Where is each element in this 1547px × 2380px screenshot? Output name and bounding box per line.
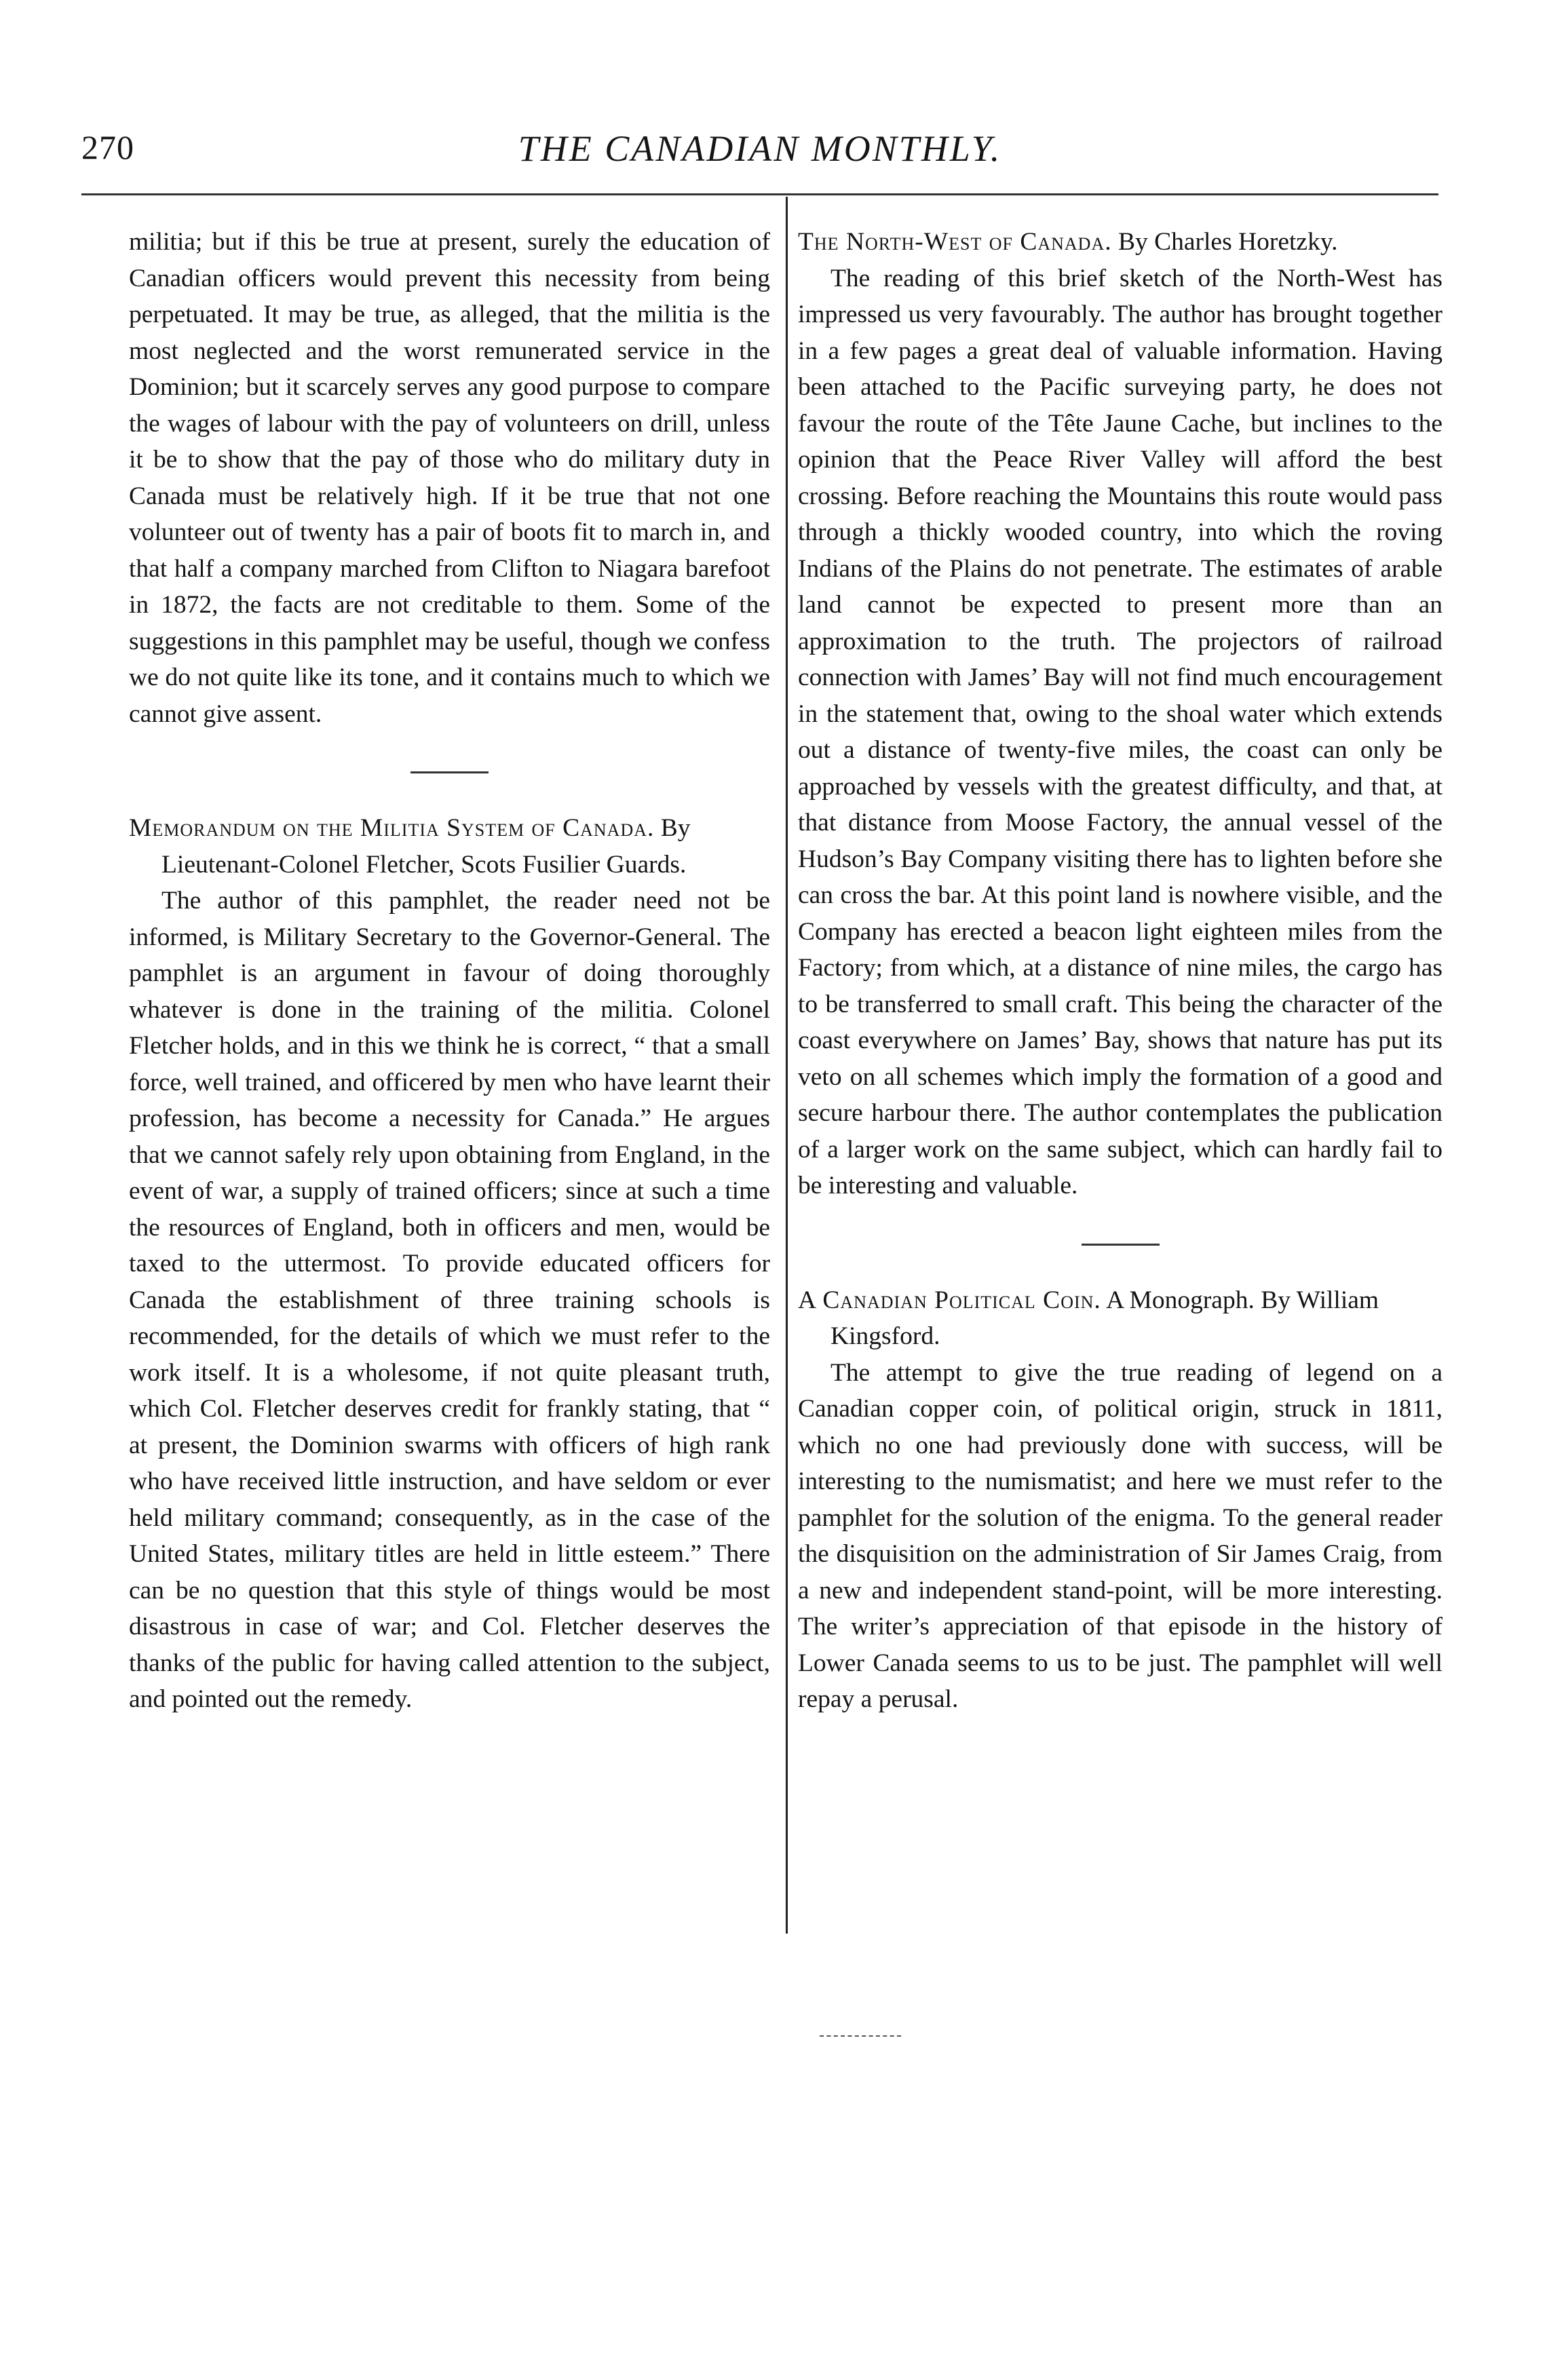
review-subtitle: A Monograph. [1106, 1286, 1255, 1314]
review-body-northwest: The reading of this brief sketch of the North-West has impressed us very favourably. The author has brought together in a few pages a great deal of valuable information. Having been attached to the Pacific surveying party, he does not favour the route of the Tête Jaune Cache, but inclines to the opinion that the Peace River Valley will afford the best crossing. Before reaching the Mountains this route would pass through a thickly wooded country, into which the roving Indians of the Plains do not penetrate. The estimates of arable land cannot be expected to present more than an approximation to the truth. The projectors of railroad connection with James’ Bay will not find much encouragement in the statement that, owing to the shoal water which extends out a distance of twenty-five miles, the coast can only be approached by vessels with the greatest difficulty, and that, at that distance from Moose Factory, the annual vessel of the Hudson’s Bay Company visiting there has to lighten before she can cross the bar. At this point land is nowhere visible, and the Company has erected a beacon light eighteen miles from the Factory; from which, at a distance of nine miles, the cargo has to be transferred to small craft. This being the character of the coast everywhere on James’ Bay, shows that nature has put its veto on all schemes which imply the formation of a good and secure harbour there. The author contemplates the publication of a larger work on the same subject, which can hardly fail to be interesting and valuable. [798, 264, 1443, 1199]
review-heading-northwest [798, 224, 1443, 261]
review-byline: By William Kingsford. [830, 1286, 1379, 1350]
review-byline: By Charles Horetzky. [1118, 228, 1338, 256]
review-byline: By Lieutenant-Colonel Fletcher, Scots Fusilier Guards. [161, 814, 691, 879]
review-body-coin: The attempt to give the true reading of legend on a Canadian copper coin, of political origin, struck in 1811, which no one had previously done with success, will be interesting to the numismatist; and here we must refer to the pamphlet for the solution of the enigma. To the general reader the disquisition on the administration of Sir James Craig, from a new and independent stand-point, will be more interesting. The writer’s appreciation of that episode in the history of Lower Canada seems to us to be just. The pamphlet will well repay a perusal. [798, 1358, 1443, 1713]
section-divider [1082, 1244, 1160, 1246]
column-divider [786, 197, 788, 1934]
review-heading-coin [798, 1282, 1443, 1355]
page-number: 270 [81, 128, 134, 166]
review-heading-memorandum [129, 810, 770, 883]
review-title: A Canadian Political Coin. [798, 1286, 1101, 1314]
running-title: THE CANADIAN MONTHLY. [518, 128, 1002, 169]
left-column [129, 224, 770, 1718]
review-body-memorandum: The author of this pamphlet, the reader need not be informed, is Military Secretary to the Governor-General. The pamphlet is an argument in favour of doing thoroughly whatever is done in the training of the militia. Colonel Fletcher holds, and in this we think he is correct, “ that a small force, well trained, and officered by men who have learnt their profession, has become a necessity for Canada.” He argues that we cannot safely rely upon obtaining from England, in the event of war, a supply of trained officers; since at such a time the resources of England, both in officers and men, would be taxed to the uttermost. To provide educated officers for Canada the establishment of three training schools is recommended, for the details of which we must refer to the work itself. It is a wholesome, if not quite pleasant truth, which Col. Fletcher deserves credit for frankly stating, that “ at present, the Dominion swarms with officers of high rank who have received little instruction, and have seldom or ever held military command; consequently, as in the case of the United States, military titles are held in little esteem.” There can be no question that this style of things would be most disastrous in case of war; and Col. Fletcher deserves the thanks of the public for having called attention to the subject, and pointed out the remedy. [129, 887, 770, 1713]
review-title: Memorandum on the Militia System of Canada. [129, 814, 655, 842]
review-title: The North-West of Canada. [798, 228, 1112, 256]
right-column [798, 224, 1443, 1718]
header-rule [81, 193, 1438, 195]
end-mark [820, 2035, 901, 2037]
continued-paragraph: militia; but if this be true at present, surely the education of Canadian officers would prevent this necessity from being perpetuated. It may be true, as alleged, that the militia is the most neglected and the worst remunerated service in the Dominion; but it scarcely serves any good purpose to compare the wages of labour with the pay of volunteers on drill, unless it be to show that the pay of those who do military duty in Canada must be relatively high. If it be true that not one volunteer out of twenty has a pair of boots fit to march in, and that half a company marched from Clifton to Niagara barefoot in 1872, the facts are not creditable to them. Some of the suggestions in this pamphlet may be useful, though we confess we do not quite like its tone, and it contains much to which we cannot give assent. [129, 228, 770, 728]
section-divider [410, 771, 489, 773]
page-header [81, 128, 1438, 175]
